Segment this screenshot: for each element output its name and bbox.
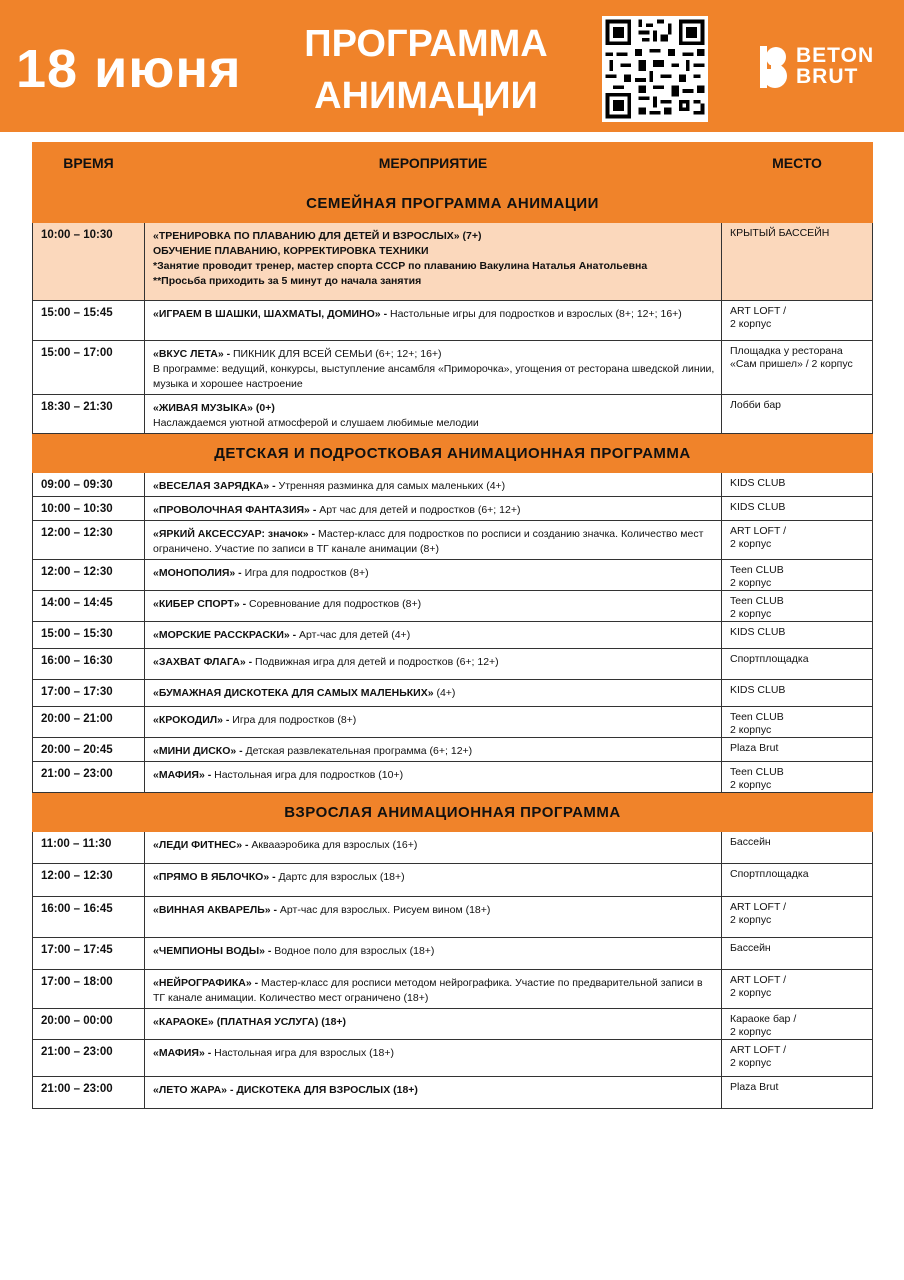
place-line1: Караоке бар / <box>730 1013 797 1025</box>
row-place <box>722 864 873 897</box>
event-title: «МОНОПОЛИЯ» - <box>153 567 242 579</box>
row-time: 15:00 – 15:30 <box>33 622 145 649</box>
row-time: 21:00 – 23:00 <box>33 1040 145 1077</box>
place-line1: Teen CLUB <box>730 711 784 723</box>
event-description: Арт-час для детей (4+) <box>296 629 411 641</box>
row-event <box>145 897 722 938</box>
place-line1: ART LOFT / <box>730 901 787 913</box>
program-title-line1: ПРОГРАММА <box>304 23 548 65</box>
row-time: 17:00 – 18:00 <box>33 970 145 1009</box>
row-time: 17:00 – 17:30 <box>33 680 145 707</box>
column-header-place: МЕСТО <box>722 143 873 184</box>
section-header-row <box>33 793 873 832</box>
event-title: «ЯРКИЙ АКСЕССУАР: значок» - <box>153 528 316 540</box>
event-description: Подвижная игра для детей и подростков (6+; 12+) <box>252 656 499 668</box>
row-event <box>145 395 722 434</box>
event-title: «МОРСКИЕ РАССКРАСКИ» - <box>153 629 297 641</box>
row-time: 15:00 – 17:00 <box>33 341 145 395</box>
row-event <box>145 521 722 560</box>
place-line2: 2 корпус <box>730 577 772 589</box>
row-time: 20:00 – 20:45 <box>33 738 145 762</box>
event-title: «ЗАХВАТ ФЛАГА» - <box>153 656 253 668</box>
row-event <box>145 1009 722 1040</box>
row-place <box>722 1077 873 1109</box>
column-header-event: МЕРОПРИЯТИЕ <box>145 143 722 184</box>
row-event <box>145 970 722 1009</box>
place-line1: Teen CLUB <box>730 564 784 576</box>
place-line1: ART LOFT / <box>730 305 787 317</box>
place-line2: 2 корпус <box>730 779 772 791</box>
section-title: ВЗРОСЛАЯ АНИМАЦИОННАЯ ПРОГРАММА <box>33 793 873 832</box>
row-time: 21:00 – 23:00 <box>33 1077 145 1109</box>
schedule-row <box>33 738 873 762</box>
place-line1: КРЫТЫЙ БАССЕЙН <box>730 227 830 239</box>
date-heading: 18 июня <box>16 39 242 99</box>
event-note: **Просьба приходить за 5 минут до начала занятия <box>153 275 422 287</box>
event-title: «ВИННАЯ АКВАРЕЛЬ» - <box>153 904 277 916</box>
row-place <box>722 738 873 762</box>
schedule-row <box>33 707 873 738</box>
place-line1: Plaza Brut <box>730 742 779 754</box>
column-header-time: ВРЕМЯ <box>33 143 145 184</box>
row-time: 09:00 – 09:30 <box>33 473 145 497</box>
place-line2: 2 корпус <box>730 914 772 926</box>
event-note: *Занятие проводит тренер, мастер спорта СССР по плаванию Вакулина Наталья Анатольевна <box>153 260 648 272</box>
row-event <box>145 707 722 738</box>
place-line1: KIDS CLUB <box>730 626 786 638</box>
place-line2: 2 корпус <box>730 1057 772 1069</box>
row-place <box>722 832 873 864</box>
schedule-row <box>33 473 873 497</box>
schedule-row <box>33 223 873 301</box>
table-header-row <box>33 143 873 184</box>
row-place <box>722 1040 873 1077</box>
schedule-row <box>33 1040 873 1077</box>
event-description: Мастер-класс для подростков по росписи и созданию значка. Количество мест ограничено. Участие по записи в ТГ канале анимации (8+) <box>153 528 704 555</box>
row-place <box>722 622 873 649</box>
row-place <box>722 301 873 341</box>
place-line2: 2 корпус <box>730 724 772 736</box>
header-banner <box>0 0 904 132</box>
row-place <box>722 341 873 395</box>
row-place <box>722 560 873 591</box>
row-event <box>145 649 722 680</box>
row-place <box>722 497 873 521</box>
event-description: Водное поло для взрослых (18+) <box>271 945 435 957</box>
row-time: 21:00 – 23:00 <box>33 762 145 793</box>
schedule-row <box>33 301 873 341</box>
row-place <box>722 970 873 1009</box>
schedule-row <box>33 649 873 680</box>
row-time: 14:00 – 14:45 <box>33 591 145 622</box>
row-place <box>722 223 873 301</box>
event-description: Настольная игра для подростков (10+) <box>211 769 404 781</box>
row-time: 17:00 – 17:45 <box>33 938 145 970</box>
row-place <box>722 680 873 707</box>
row-place <box>722 1009 873 1040</box>
event-details: Наслаждаемся уютной атмосферой и слушаем любимые мелодии <box>153 417 479 429</box>
place-line1: ART LOFT / <box>730 974 787 986</box>
event-title: «ПРЯМО В ЯБЛОЧКО» - <box>153 871 276 883</box>
row-event <box>145 1040 722 1077</box>
row-place <box>722 897 873 938</box>
event-title: «МАФИЯ» - <box>153 1047 212 1059</box>
row-event <box>145 591 722 622</box>
event-description: Игра для подростков (8+) <box>241 567 369 579</box>
logo-mark-icon <box>760 46 788 88</box>
event-title: «МАФИЯ» - <box>153 769 212 781</box>
place-line1: ART LOFT / <box>730 1044 787 1056</box>
place-line1: Teen CLUB <box>730 766 784 778</box>
place-line1: Спортплощадка <box>730 868 809 880</box>
event-title: «МИНИ ДИСКО» - <box>153 745 243 757</box>
row-place <box>722 591 873 622</box>
schedule-row <box>33 1009 873 1040</box>
schedule-row <box>33 897 873 938</box>
schedule-row <box>33 762 873 793</box>
row-time: 15:00 – 15:45 <box>33 301 145 341</box>
section-title: СЕМЕЙНАЯ ПРОГРАММА АНИМАЦИИ <box>33 184 873 223</box>
place-line1: Teen CLUB <box>730 595 784 607</box>
row-time: 18:30 – 21:30 <box>33 395 145 434</box>
place-line1: Лобби бар <box>730 399 781 411</box>
schedule-row <box>33 497 873 521</box>
row-time: 20:00 – 21:00 <box>33 707 145 738</box>
row-event <box>145 938 722 970</box>
schedule-table <box>32 142 873 1109</box>
place-line2: 2 корпус <box>730 987 772 999</box>
row-time: 10:00 – 10:30 <box>33 223 145 301</box>
row-event <box>145 864 722 897</box>
event-title: «КРОКОДИЛ» - <box>153 714 230 726</box>
schedule-row <box>33 832 873 864</box>
row-place <box>722 762 873 793</box>
event-description: Утренняя разминка для самых маленьких (4+) <box>275 480 506 492</box>
place-line2: 2 корпус <box>730 538 772 550</box>
schedule-row <box>33 395 873 434</box>
event-description: Настольные игры для подростков и взрослых (8+; 12+; 16+) <box>387 308 682 320</box>
section-title: ДЕТСКАЯ И ПОДРОСТКОВАЯ АНИМАЦИОННАЯ ПРОГРАММА <box>33 434 873 473</box>
event-title: «ТРЕНИРОВКА ПО ПЛАВАНИЮ ДЛЯ ДЕТЕЙ И ВЗРОСЛЫХ» (7+) <box>153 230 482 242</box>
schedule-row <box>33 1077 873 1109</box>
place-line2: «Сам пришел» / 2 корпус <box>730 358 853 370</box>
event-title: «КАРАОКЕ» (ПЛАТНАЯ УСЛУГА) (18+) <box>153 1016 347 1028</box>
event-description: Аквааэробика для взрослых (16+) <box>248 839 418 851</box>
place-line1: Площадка у ресторана <box>730 345 843 357</box>
row-event <box>145 762 722 793</box>
row-time: 10:00 – 10:30 <box>33 497 145 521</box>
schedule-row <box>33 680 873 707</box>
row-event <box>145 301 722 341</box>
place-line1: KIDS CLUB <box>730 684 786 696</box>
event-description: ПИКНИК ДЛЯ ВСЕЙ СЕМЬИ (6+; 12+; 16+) <box>230 348 442 360</box>
schedule-row <box>33 622 873 649</box>
place-line2: 2 корпус <box>730 608 772 620</box>
row-event <box>145 1077 722 1109</box>
place-line1: Бассейн <box>730 942 771 954</box>
place-line1: KIDS CLUB <box>730 501 786 513</box>
event-title: «ВЕСЕЛАЯ ЗАРЯДКА» - <box>153 480 276 492</box>
schedule-row <box>33 938 873 970</box>
row-place <box>722 521 873 560</box>
section-header-row <box>33 434 873 473</box>
beton-brut-logo <box>760 46 886 90</box>
place-line2: 2 корпус <box>730 1026 772 1038</box>
qr-code-icon[interactable] <box>602 16 708 122</box>
row-time: 11:00 – 11:30 <box>33 832 145 864</box>
row-event <box>145 473 722 497</box>
event-description: Дартс для взрослых (18+) <box>275 871 405 883</box>
event-description: Арт-час для взрослых. Рисуем вином (18+) <box>277 904 491 916</box>
place-line1: Бассейн <box>730 836 771 848</box>
row-place <box>722 395 873 434</box>
event-details: В программе: ведущий, конкурсы, выступление ансамбля «Приморочка», угощения от ресторана шведской линии, музыка и хорошее настроение <box>153 363 715 390</box>
schedule-row <box>33 521 873 560</box>
event-title: «ИГРАЕМ В ШАШКИ, ШАХМАТЫ, ДОМИНО» - <box>153 308 388 320</box>
row-time: 12:00 – 12:30 <box>33 521 145 560</box>
row-place <box>722 473 873 497</box>
logo-text-line1: BETON <box>796 44 875 67</box>
row-time: 20:00 – 00:00 <box>33 1009 145 1040</box>
event-title: «ЧЕМПИОНЫ ВОДЫ» - <box>153 945 272 957</box>
event-description: Арт час для детей и подростков (6+; 12+) <box>316 504 521 516</box>
event-description: (4+) <box>433 687 456 699</box>
place-line1: ART LOFT / <box>730 525 787 537</box>
event-description: Настольная игра для взрослых (18+) <box>211 1047 394 1059</box>
schedule-row <box>33 591 873 622</box>
event-title: «КИБЕР СПОРТ» - <box>153 598 247 610</box>
schedule-row <box>33 341 873 395</box>
row-time: 16:00 – 16:45 <box>33 897 145 938</box>
place-line1: KIDS CLUB <box>730 477 786 489</box>
program-title-line2: АНИМАЦИИ <box>314 75 538 117</box>
schedule-row <box>33 560 873 591</box>
row-time: 12:00 – 12:30 <box>33 560 145 591</box>
row-event <box>145 341 722 395</box>
event-title: «ЖИВАЯ МУЗЫКА» (0+) <box>153 402 275 414</box>
event-note: ОБУЧЕНИЕ ПЛАВАНИЮ, КОРРЕКТИРОВКА ТЕХНИКИ <box>153 245 429 257</box>
row-event <box>145 223 722 301</box>
row-time: 16:00 – 16:30 <box>33 649 145 680</box>
row-place <box>722 707 873 738</box>
event-title: «НЕЙРОГРАФИКА» - <box>153 977 259 989</box>
place-line1: Спортплощадка <box>730 653 809 665</box>
schedule-row <box>33 864 873 897</box>
event-title: «ВКУС ЛЕТА» - <box>153 348 231 360</box>
event-description: Соревнование для подростков (8+) <box>246 598 422 610</box>
row-event <box>145 560 722 591</box>
event-title: «БУМАЖНАЯ ДИСКОТЕКА ДЛЯ САМЫХ МАЛЕНЬКИХ» <box>153 687 434 699</box>
row-event <box>145 832 722 864</box>
event-description: Мастер-класс для росписи методом нейрографика. Участие по предварительной записи в ТГ канале анимации. Количество мест ограничено (18+) <box>153 977 703 1004</box>
schedule-row <box>33 970 873 1009</box>
row-place <box>722 938 873 970</box>
event-title: «ЛЕТО ЖАРА» - ДИСКОТЕКА ДЛЯ ВЗРОСЛЫХ (18+) <box>153 1084 418 1096</box>
row-event <box>145 738 722 762</box>
event-description: Детская развлекательная программа (6+; 12+) <box>242 745 473 757</box>
logo-text-line2: BRUT <box>796 65 859 88</box>
place-line2: 2 корпус <box>730 318 772 330</box>
section-header-row <box>33 184 873 223</box>
event-description: Игра для подростков (8+) <box>229 714 357 726</box>
program-title <box>276 18 576 122</box>
row-event <box>145 680 722 707</box>
row-time: 12:00 – 12:30 <box>33 864 145 897</box>
row-place <box>722 649 873 680</box>
event-title: «ЛЕДИ ФИТНЕС» - <box>153 839 249 851</box>
place-line1: Plaza Brut <box>730 1081 779 1093</box>
row-event <box>145 622 722 649</box>
event-title: «ПРОВОЛОЧНАЯ ФАНТАЗИЯ» - <box>153 504 317 516</box>
row-event <box>145 497 722 521</box>
